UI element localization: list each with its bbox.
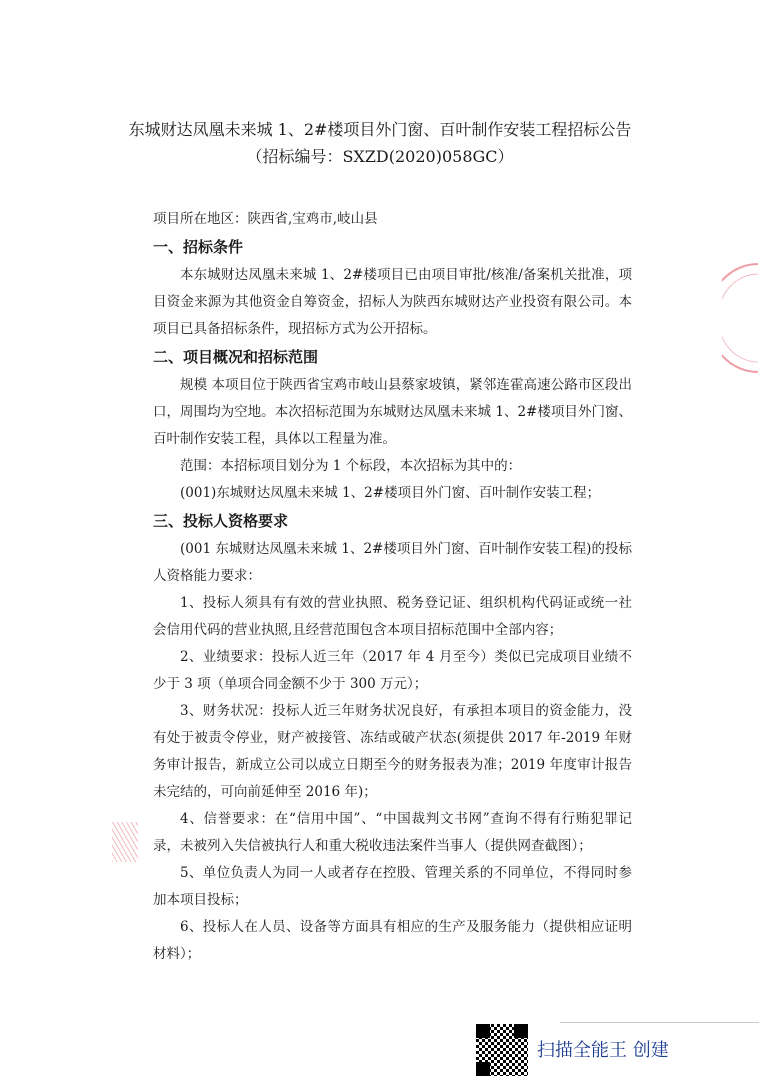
paragraph-line: 4、信誉要求：在“信用中国”、“中国裁判文书网”查询不得有行贿犯罪记录，未被列 bbox=[153, 811, 632, 854]
paragraph bbox=[153, 914, 632, 968]
paragraph-line: 1、投标人须具有有效的营业执照、税务登记证、组织机构代码证或统一社会信用代码 bbox=[153, 595, 632, 638]
paragraph-line: 6、投标人在人员、设备等方面具有相应的生产及服务能力（提供相应证明材料）； bbox=[153, 919, 632, 962]
paragraph-line: 范围：本招标项目划分为 1 个标段，本次招标为其中的： bbox=[180, 458, 522, 474]
paragraph-line: 5、单位负责人为同一人或者存在控股、管理关系的不同单位，不得同时参加本项目投 bbox=[153, 865, 632, 908]
paragraph bbox=[153, 480, 632, 507]
paragraph-line: 标； bbox=[220, 892, 248, 908]
paragraph-line: 的营业执照,且经营范围包含本项目招标范围中全部内容； bbox=[220, 622, 563, 638]
paragraph bbox=[153, 644, 632, 698]
paragraph bbox=[153, 372, 632, 453]
paragraph bbox=[153, 453, 632, 480]
paragraph-line: (001)东城财达凤凰未来城 1、2#楼项目外门窗、百叶制作安装工程； bbox=[180, 485, 601, 501]
document-body bbox=[153, 206, 632, 968]
document-title: 东城财达凤凰未来城 1、2#楼项目外门窗、百叶制作安装工程招标公告 bbox=[128, 120, 632, 139]
project-location: 项目所在地区：陕西省,宝鸡市,岐山县 bbox=[153, 211, 378, 227]
tender-number: （招标编号：SXZD(2020)058GC） bbox=[246, 147, 514, 166]
section-heading: 一、招标条件 bbox=[153, 238, 244, 256]
red-seal-stamp bbox=[722, 262, 758, 374]
paragraph-line: 现招标方式为公开招标。 bbox=[288, 321, 437, 337]
paragraph-line: 本东城财达凤凰未来城 1、2#楼项目已由项目审批/核准/备案机关批准，项目资金来源 bbox=[153, 267, 632, 310]
paragraph-line: 均为空地。本次招标范围为东城财达凤凰未来城 1、2#楼项目外门窗、百叶制作安装工程， bbox=[153, 404, 633, 447]
section-heading: 二、项目概况和招标范围 bbox=[153, 348, 319, 366]
paragraph-line: 规模 本项目位于陕西省宝鸡市岐山县蔡家坡镇，紧邻连霍高速公路市区段出口，周围 bbox=[153, 377, 632, 420]
paragraph-line: 项合同金额不少于 300 万元）； bbox=[237, 676, 428, 692]
paragraph-line: 3、财务状况：投标人近三年财务状况良好，有承担本项目的资金能力，没有处于被责 bbox=[153, 703, 632, 746]
paragraph-line: 2、业绩要求：投标人近三年（2017 年 4 月至今）类似已完成项目业绩不少于 3 项（单 bbox=[153, 649, 632, 692]
footer-divider bbox=[560, 1022, 759, 1023]
paragraph bbox=[153, 698, 632, 806]
paragraph-line: 具体以工程量为准。 bbox=[274, 431, 396, 447]
scanner-watermark: 扫描全能王 创建 bbox=[537, 1040, 669, 1061]
qr-code-icon bbox=[476, 1024, 528, 1076]
paragraph bbox=[153, 590, 632, 644]
paragraph bbox=[153, 806, 632, 860]
paragraph-line: 以成立日期至今的财务报表为准；2019 年度审计报告未完结的，可向前延伸至 2016 年)； bbox=[153, 757, 632, 800]
paragraph-line: 为其他资金自筹资金，招标人为陕西东城财达产业投资有限公司。本项目已具备招标条件， bbox=[153, 294, 633, 337]
section-heading: 三、投标人资格要求 bbox=[153, 512, 289, 530]
paragraph-line: 令停业，财产被接管、冻结或破产状态(须提供 2017 年-2019 年财务审计报告，新成立公司 bbox=[153, 730, 632, 773]
seal-mark bbox=[112, 822, 138, 862]
paragraph bbox=[153, 536, 632, 590]
paragraph-line: (001 东城财达凤凰未来城 1、2#楼项目外门窗、百叶制作安装工程)的投标人资格能力 bbox=[153, 541, 632, 584]
paragraph bbox=[153, 860, 632, 914]
paragraph bbox=[153, 262, 632, 343]
paragraph-line: 入失信被执行人和重大税收违法案件当事人（提供网查截图）； bbox=[220, 838, 592, 854]
paragraph-line: 要求： bbox=[220, 568, 261, 584]
